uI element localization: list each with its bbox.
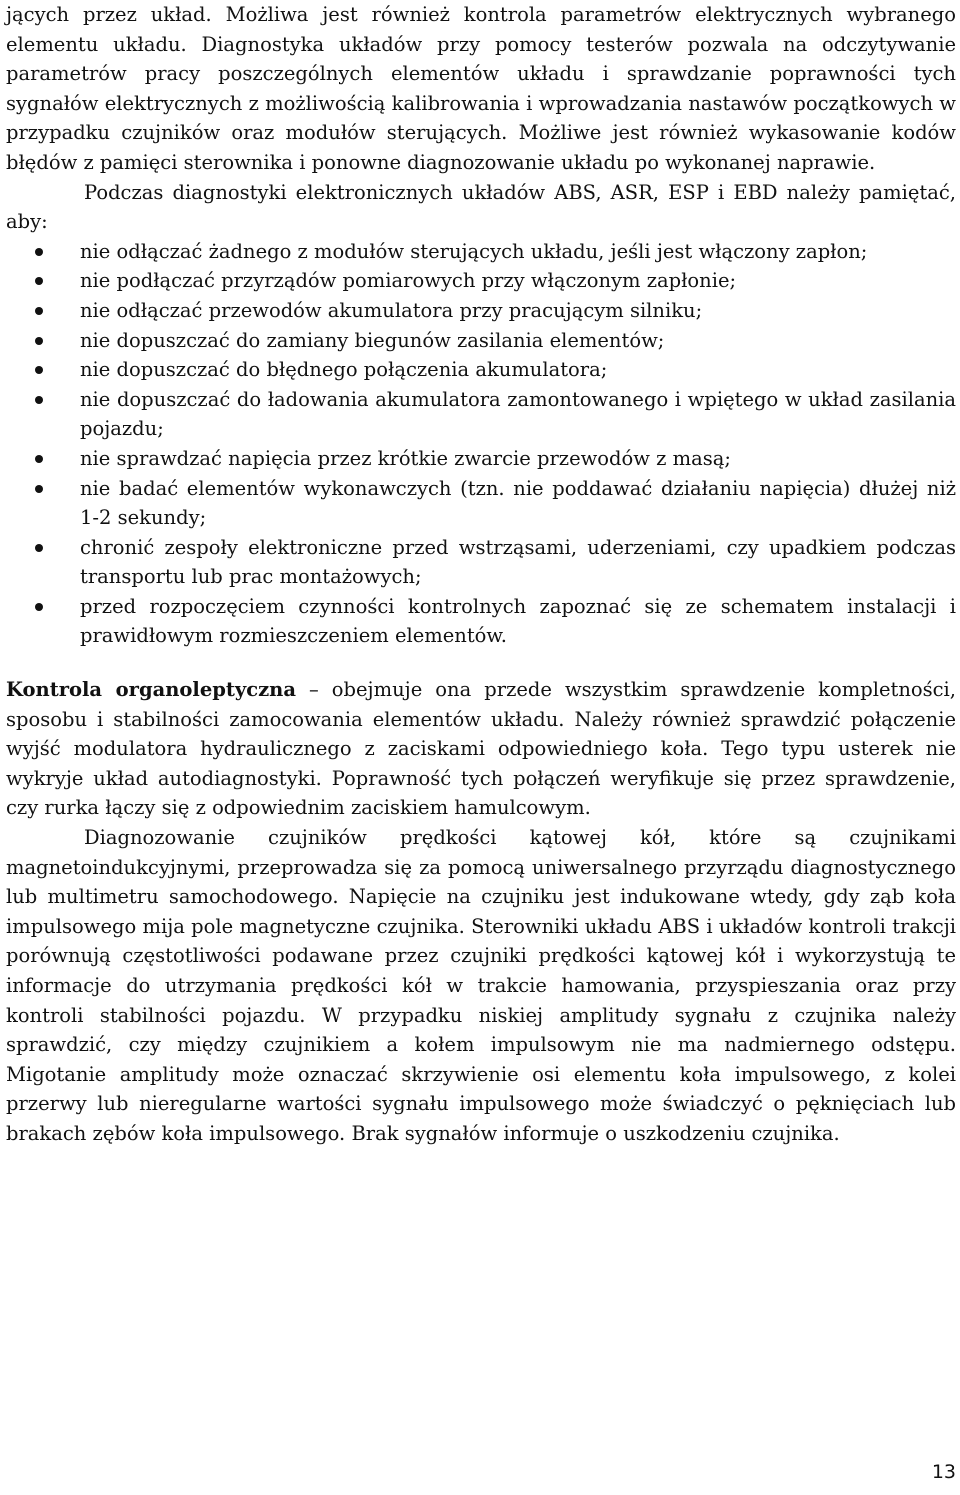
document-page [6,0,956,1149]
paragraph-gap [6,651,956,675]
list-item [6,237,956,267]
list-item [6,533,956,592]
list-item-text: nie odłączać przewodów akumulatora przy pracującym silniku; [80,298,703,322]
list-item-text: nie dopuszczać do zamiany biegunów zasilania elementów; [80,328,665,352]
bullet-icon [35,485,43,493]
bullet-icon [35,366,43,374]
list-item [6,385,956,444]
bullet-icon [35,277,43,285]
list-item [6,296,956,326]
list-item-text: nie podłączać przyrządów pomiarowych przy włączonym zapłonie; [80,269,737,293]
bullet-icon [35,307,43,315]
list-item [6,266,956,296]
list-item-text: chronić zespoły elektroniczne przed wstrząsami, uderzeniami, czy upadkiem podczas transportu lub prac montażowych; [80,535,956,589]
page-number: 13 [931,1461,956,1483]
bullet-icon [35,603,43,611]
bullet-icon [35,455,43,463]
list-item [6,444,956,474]
organoleptic-heading: Kontrola organoleptyczna [6,678,296,702]
list-item-text: nie dopuszczać do błędnego połączenia akumulatora; [80,358,608,382]
list-item [6,474,956,533]
organoleptic-text: – obejmuje ona przede wszystkim sprawdzenie kompletności, sposobu i stabilności zamocowania elementów układu. Należy również sprawdzić połączenie wyjść modulatora hydraulicznego z zaciskami odpowiedniego koła. Tego typu usterek nie wykryje układ autodiagnostyki. Poprawność tych połączeń weryfikuje się przez sprawdzenie, czy rurka łączy się z odpowiednim zaciskiem hamulcowym. [6,678,956,820]
list-item-text: przed rozpoczęciem czynności kontrolnych zapoznać się ze schematem instalacji i prawidłowym rozmieszczeniem elementów. [80,594,956,648]
bullet-icon [35,248,43,256]
paragraph-precautions-intro: Podczas diagnostyki elektronicznych układów ABS, ASR, ESP i EBD należy pamiętać, aby: [6,180,956,234]
list-item [6,592,956,651]
bullet-icon [35,337,43,345]
bullet-icon [35,544,43,552]
list-item-text: nie badać elementów wykonawczych (tzn. nie poddawać działaniu napięcia) dłużej niż 1-2 sekundy; [80,476,956,530]
list-item [6,355,956,385]
list-item-text: nie sprawdzać napięcia przez krótkie zwarcie przewodów z masą; [80,446,731,470]
bullet-icon [35,396,43,404]
list-item-text: nie dopuszczać do ładowania akumulatora zamontowanego i wpiętego w układ zasilania pojazdu; [80,387,956,441]
paragraph-diagnostics-testers: jących przez układ. Możliwa jest również kontrola parametrów elektrycznych wybranego elementu układu. Diagnostyka układów przy pomocy testerów pozwala na odczytywanie parametrów pracy poszczególnych elementów układu i sprawdzanie poprawności tych sygnałów elektrycznych z możliwością kalibrowania i wprowadzania nastawów początkowych w przypadku czujników oraz modułów sterujących. Możliwe jest również wykasowanie kodów błędów z pamięci sterownika i ponowne diagnozowanie układu po wykonanej naprawie. [6,3,956,174]
list-item-text: nie odłączać żadnego z modułów sterujących układu, jeśli jest włączony zapłon; [80,239,868,263]
list-item [6,326,956,356]
paragraph-wheel-speed-sensors: Diagnozowanie czujników prędkości kątowej kół, które są czujnikami magnetoindukcyjnymi, przeprowadza się za pomocą uniwersalnego przyrządu diagnostycznego lub multimetru samochodowego. Napięcie na czujniku jest indukowane wtedy, gdy ząb koła impulsowego mija pole magnetyczne czujnika. Sterowniki układu ABS i układów kontroli trakcji porównują częstotliwości podawane przez czujniki prędkości kątowej kół i wykorzystują te informacje do utrzymania prędkości kół w trakcie hamowania, przyspieszania oraz przy kontroli stabilności pojazdu. W przypadku niskiej amplitudy sygnału z czujnika należy sprawdzić, czy między czujnikiem a kołem impulsowym nie ma nadmiernego odstępu. Migotanie amplitudy może oznaczać skrzywienie osi elementu koła impulsowego, z kolei przerwy lub nieregularne wartości sygnału impulsowego może świadczyć o pęknięciach lub brakach zębów koła impulsowego. Brak sygnałów informuje o uszkodzeniu czujnika. [6,826,956,1145]
precautions-list [6,237,956,651]
paragraph-organoleptic-control [6,675,956,823]
